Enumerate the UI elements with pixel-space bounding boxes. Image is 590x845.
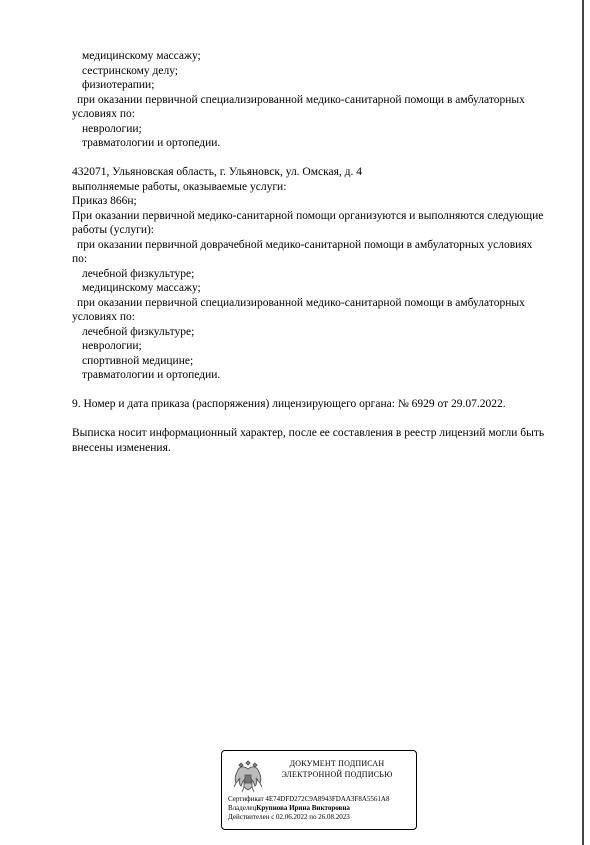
stamp-title-line-2: ЭЛЕКТРОННОЙ ПОДПИСЬЮ [281, 770, 393, 779]
validity-row: Действителен с 02.06.2022 по 26.08.2023 [228, 813, 350, 821]
document-line: травматологии и ортопедии. [82, 137, 221, 149]
document-line: спортивной медицине; [82, 354, 194, 367]
document-line: Выписка носит информационный характер, после ее составления в реестр лицензий могли быть [72, 427, 545, 439]
document-line: лечебной физкультуре; [82, 267, 195, 280]
owner-row [228, 804, 414, 813]
document-line: при оказании первичной доврачебной медико-санитарной помощи в амбулаторных условиях [77, 238, 533, 251]
document-line: медицинскому массажу; [82, 282, 201, 294]
certificate-label: Сертификат [228, 795, 264, 803]
owner-label: Владелец [228, 804, 257, 812]
signature-stamp [221, 750, 417, 830]
document-line: При оказании первичной медико-санитарной помощи организуются и выполняются следующие [72, 209, 544, 222]
owner-value: Крупнова Ирина Викторовна [256, 804, 350, 812]
document-line: физиотерапии; [82, 79, 155, 91]
certificate-value: 4E74DFD272C9A8943FDAA3F8A5561A8 [265, 795, 390, 803]
document-line: Приказ 866н; [72, 195, 137, 207]
document-line: сестринскому делу; [82, 64, 178, 77]
document-line: при оказании первичной специализированной медико-санитарной помощи в амбулаторных [77, 296, 525, 309]
document-line: травматологии и ортопедии. [82, 369, 221, 381]
certificate-row [228, 795, 414, 804]
document-line: лечебной физкультуре; [82, 325, 195, 338]
document-line: внесены изменения. [72, 441, 171, 454]
document-line: работы (услуги): [72, 224, 154, 236]
document-line: 9. Номер и дата приказа (распоряжения) лицензирующего органа: № 6929 от 29.07.2022. [72, 398, 506, 410]
document-line: неврологии; [82, 340, 142, 352]
document-line: неврологии; [82, 122, 142, 135]
document-line: 432071, Ульяновская область, г. Ульяновск, ул. Омская, д. 4 [72, 166, 363, 178]
blank-line [72, 383, 572, 398]
blank-line [72, 412, 572, 427]
stamp-title-line-1: ДОКУМЕНТ ПОДПИСАН [289, 759, 385, 768]
stamp-title [262, 758, 412, 780]
document-line: медицинскому массажу; [82, 50, 201, 62]
document-line: условиях по: [72, 108, 135, 120]
document-line: по: [72, 253, 88, 265]
document-body [72, 49, 572, 455]
blank-line [72, 151, 572, 166]
document-line: выполняемые работы, оказываемые услуги: [72, 180, 287, 193]
document-line: условиях по: [72, 311, 135, 323]
document-line: при оказании первичной специализированной медико-санитарной помощи в амбулаторных [77, 93, 525, 106]
stamp-info [228, 795, 414, 822]
coat-of-arms-icon [230, 757, 266, 795]
